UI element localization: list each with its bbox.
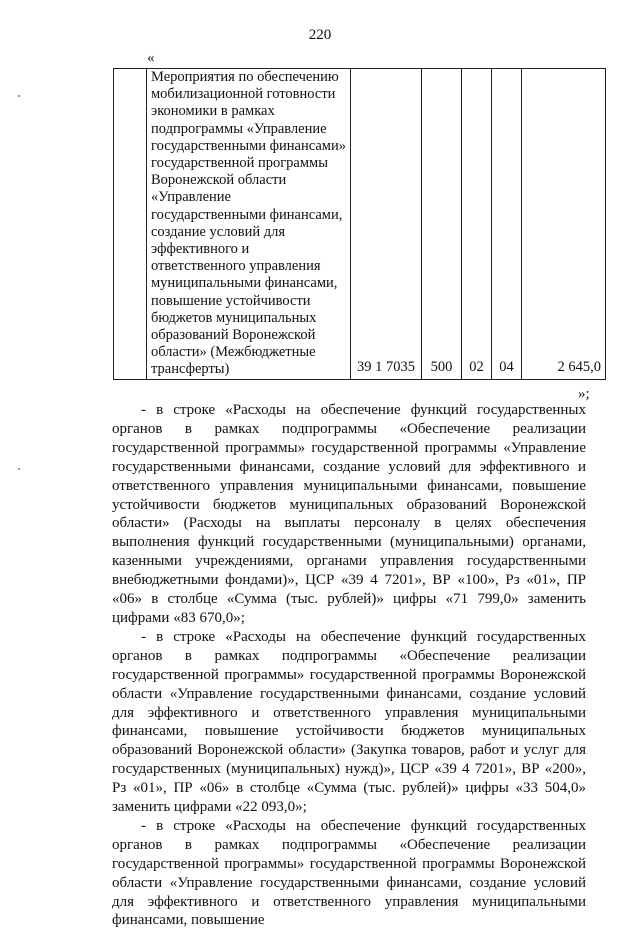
pr-cell: 04 <box>492 69 522 380</box>
sum-cell: 2 645,0 <box>522 69 606 380</box>
rz-cell: 02 <box>462 69 492 380</box>
paragraph-2: - в строке «Расходы на обеспечение функций государственных органов в рамках подпрограммы «Обеспечение реализации государственной программы» государственной программы Воронежской области «Управление государственными финансами, создание условий для эффективного и ответственного управления муниципальными финансами, повышение устойчивости бюджетов муниципальных образований Воронежской области» (Закупка товаров, работ и услуг для государственных (муниципальных) нужд)», ЦСР «39 4 7201», ВР «200», Рз «01», ПР «06» в столбце «Сумма (тыс. рублей)» цифры «33 504,0» заменить цифрами «22 093,0»; <box>112 628 586 816</box>
page-number: 220 <box>308 27 332 43</box>
table-row <box>114 69 606 380</box>
paragraph-3: - в строке «Расходы на обеспечение функций государственных органов в рамках подпрограммы «Обеспечение реализации государственной программы» государственной программы Воронежской области «Управление государственными финансами, создание условий для эффективного и ответственного управления муниципальными финансами, повышение <box>112 817 586 929</box>
csr-cell: 39 1 7035 <box>351 69 422 380</box>
paragraph-1: - в строке «Расходы на обеспечение функций государственных органов в рамках подпрограммы «Обеспечение реализации государственной программы» государственной программы «Управление государственными финансами, создание условий для эффективного и ответственного управления муниципальными финансами, повышение устойчивости бюджетов муниципальных образований Воронежской области» (Расходы на выплаты персоналу в целях обеспечения выполнения функций государственными (муниципальными) органами, казенными учреждениями, органами управления государственными внебюджетными фондами)», ЦСР «39 4 7201», ВР «100», Рз «01», ПР «06» в столбце «Сумма (тыс. рублей)» цифры «71 799,0» заменить цифрами «83 670,0»; <box>112 402 586 626</box>
amendment-text <box>112 401 586 930</box>
table-close-quote: »; <box>578 386 590 402</box>
table-open-quote: « <box>147 50 155 66</box>
expense-name-cell: Мероприятия по обеспечению мобилизационной готовности экономики в рамках подпрограммы «Управление государственными финансами» государственной программы Воронежской области «Управление государственными финансами, создание условий для эффективного и ответственного управления муниципальными финансами, повышение устойчивости бюджетов муниципальных образований Воронежской области» (Межбюджетные трансферты) <box>147 69 351 380</box>
scan-mark <box>18 95 20 97</box>
vr-cell: 500 <box>422 69 462 380</box>
scan-mark <box>18 468 20 470</box>
amendment-table <box>113 68 606 380</box>
empty-cell <box>114 69 147 380</box>
